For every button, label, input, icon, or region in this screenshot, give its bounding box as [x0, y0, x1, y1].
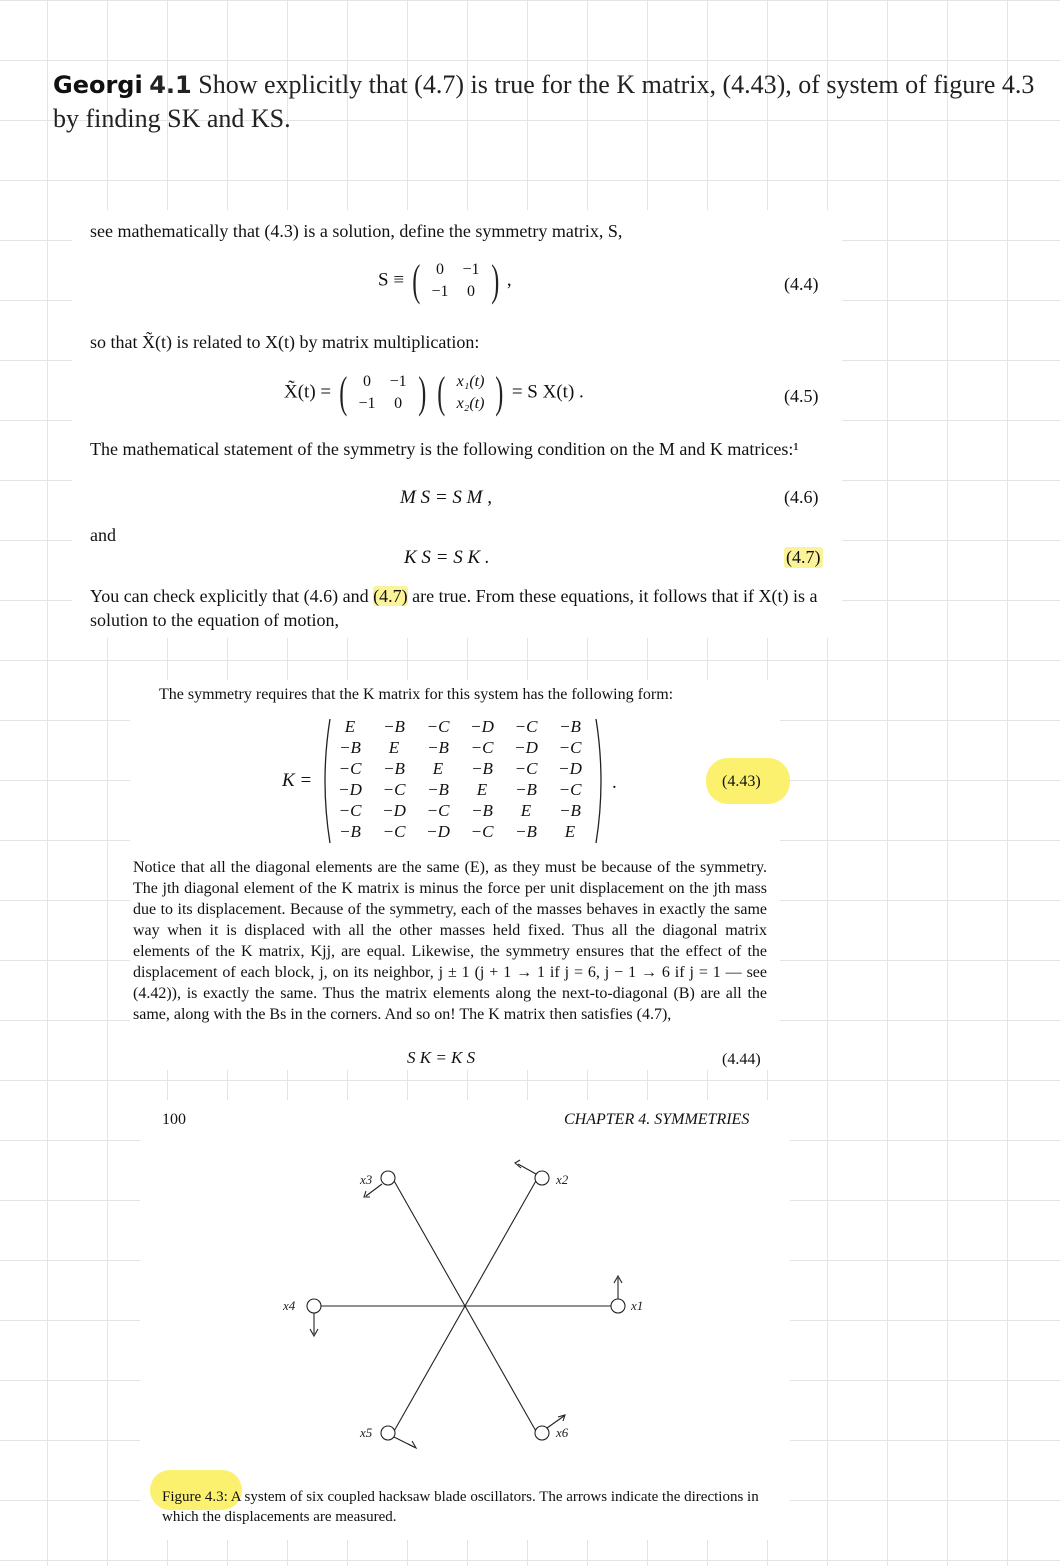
- k-matrix-right-bracket: [594, 716, 608, 846]
- figure-caption: [162, 1487, 772, 1527]
- matrix-cell: 0: [467, 283, 475, 300]
- mass-x6: [535, 1426, 549, 1440]
- k-matrix-cell: −C: [558, 738, 582, 757]
- position-vector: [449, 370, 493, 416]
- k-matrix-cell: −D: [426, 822, 450, 841]
- k-matrix-row: [328, 737, 592, 758]
- k-matrix-cell: −B: [471, 759, 493, 778]
- k-matrix-cell: E: [432, 759, 444, 778]
- mass-x5: [381, 1426, 395, 1440]
- k-matrix-cell: −B: [383, 759, 405, 778]
- label-x3: x3: [360, 1172, 373, 1187]
- k-matrix-tail: .: [612, 772, 617, 793]
- mass-x1: [611, 1299, 625, 1313]
- k-matrix-cell: −B: [427, 738, 449, 757]
- left-paren: (: [412, 256, 421, 305]
- matrix-cell: 0: [435, 261, 444, 278]
- k-matrix-cell: E: [520, 801, 532, 820]
- k-matrix-cell: −B: [427, 780, 449, 799]
- k-matrix-cell: −B: [383, 717, 405, 736]
- k-matrix: [318, 716, 608, 846]
- right-paren: ): [490, 256, 499, 305]
- eq44-tail: ,: [506, 269, 512, 291]
- k-matrix-cell: −B: [339, 822, 361, 841]
- k-matrix-row: [328, 800, 592, 821]
- equation-4-7: K S = S K .: [404, 547, 490, 568]
- symmetry-matrix-2: [351, 370, 415, 416]
- k-matrix-cell: −D: [470, 717, 494, 736]
- k-matrix-cell: E: [388, 738, 400, 757]
- k-matrix-lhs: K =: [282, 770, 313, 791]
- symmetry-matrix: [423, 258, 487, 304]
- k-matrix-cell: −D: [558, 759, 582, 778]
- label-x1: x1: [631, 1298, 644, 1313]
- eq44-lhs: S ≡: [378, 269, 405, 291]
- equation-4-44: S K = K S: [407, 1048, 476, 1067]
- k-matrix-row: [328, 716, 592, 737]
- excerpt1-so-that: so that X̃(t) is related to X(t) by matrix multiplication:: [90, 332, 480, 352]
- arrow-x2: [518, 1164, 536, 1174]
- k-matrix-row: [328, 821, 592, 842]
- k-matrix-cell: −D: [338, 780, 362, 799]
- matrix-cell: 0: [394, 395, 403, 412]
- matrix-cell: −1: [389, 373, 407, 390]
- caption-text: A system of six coupled hacksaw blade oscillators. The arrows indicate the directions in which the displacements are measured.: [162, 1489, 759, 1525]
- equation-4-4: [378, 258, 512, 304]
- k-matrix-cell: −C: [382, 822, 406, 841]
- excerpt1-check: [90, 584, 830, 632]
- k-matrix-cell: E: [344, 717, 356, 736]
- k-matrix-row: [328, 758, 592, 779]
- chapter-header: CHAPTER 4. SYMMETRIES: [564, 1111, 750, 1128]
- left-paren: (: [339, 368, 348, 417]
- vector-cell: x₂(t): [456, 395, 485, 412]
- matrix-cell: −1: [358, 395, 376, 412]
- matrix-cell: −1: [462, 261, 480, 278]
- k-matrix-cell: −C: [338, 759, 362, 778]
- matrix-cell: 0: [363, 373, 372, 390]
- eq-number-4-44: (4.44): [722, 1051, 761, 1068]
- k-matrix-row: [328, 779, 592, 800]
- k-matrix-table: [328, 716, 592, 842]
- k-matrix-cell: −B: [471, 801, 493, 820]
- k-matrix-cell: −B: [339, 738, 361, 757]
- mass-x3: [381, 1171, 395, 1185]
- eq-number-4-7: (4.7): [786, 547, 821, 567]
- oscillator-figure: [140, 1140, 790, 1470]
- check-ref-highlight: (4.7): [373, 586, 408, 606]
- check-text-before: You can check explicitly that (4.6) and: [90, 586, 374, 606]
- right-paren: ): [417, 368, 426, 417]
- eq-number-4-43: (4.43): [722, 773, 761, 790]
- k-matrix-cell: −D: [382, 801, 406, 820]
- arrowhead-x5: [408, 1441, 416, 1448]
- matrix-cell: −1: [431, 283, 449, 300]
- k-matrix-cell: −C: [382, 780, 406, 799]
- k-matrix-cell: E: [476, 780, 488, 799]
- excerpt1-intro: see mathematically that (4.3) is a solution, define the symmetry matrix, S,: [90, 221, 623, 241]
- label-x5: x5: [360, 1425, 373, 1440]
- excerpt2-notice: Notice that all the diagonal elements are the same (E), as they must be because of the symmetry. The jth diagonal element of the K matrix is minus the force per unit displacement on the jth mass due to its displacement. Because of the symmetry, each of the masses behaves in exactly the same way when it is displaced with all the other masses held fixed. Thus all the diagonal matrix elements of the K matrix, Kjj, are equal. Likewise, the symmetry ensures that the effect of the displacement of each block, j, on its neighbor, j ± 1 (j + 1 → 1 if j = 6, j − 1 → 6 if j = 1 — see (4.42)), is exactly the same. Thus the matrix elements along the next-to-diagonal (B) are all the same, along with the Bs in the corners. And so on! The K matrix then satisfies (4.7),: [133, 859, 767, 1023]
- label-x4: x4: [283, 1298, 296, 1313]
- k-matrix-cell: E: [564, 822, 576, 841]
- k-matrix-cell: −C: [470, 738, 494, 757]
- problem-number: 4.1: [149, 71, 192, 99]
- k-matrix-cell: −C: [426, 717, 450, 736]
- k-matrix-cell: −C: [514, 717, 538, 736]
- vector-cell: x₁(t): [456, 373, 485, 390]
- problem-label: Georgi: [53, 71, 143, 99]
- k-matrix-cell: −C: [470, 822, 494, 841]
- k-matrix-cell: −C: [514, 759, 538, 778]
- label-x2: x2: [556, 1172, 569, 1187]
- excerpt1-statement: The mathematical statement of the symmetry is the following condition on the M and K matrices:¹: [90, 439, 799, 459]
- mass-x4: [307, 1299, 321, 1313]
- label-x6: x6: [556, 1425, 569, 1440]
- k-matrix-cell: −C: [426, 801, 450, 820]
- k-matrix-cell: −B: [559, 717, 581, 736]
- eq45-lhs: X̃(t) =: [284, 381, 332, 403]
- page-number: 100: [162, 1111, 186, 1128]
- k-matrix-cell: −D: [514, 738, 538, 757]
- right-paren: ): [495, 368, 504, 417]
- excerpt1-and: and: [90, 525, 116, 545]
- k-matrix-cell: −C: [338, 801, 362, 820]
- eq-number-4-4: (4.4): [784, 274, 819, 294]
- equation-4-5: [284, 370, 584, 416]
- problem-text: Show explicitly that (4.7) is true for the K matrix, (4.43), of system of figure 4.3 by finding SK and KS.: [53, 70, 1035, 133]
- k-matrix-cell: −C: [558, 780, 582, 799]
- eq45-rhs: = S X(t) .: [511, 381, 584, 403]
- eq-number-4-5: (4.5): [784, 386, 819, 406]
- excerpt2-intro: The symmetry requires that the K matrix for this system has the following form:: [159, 686, 674, 703]
- eq-number-4-6: (4.6): [784, 487, 819, 507]
- caption-label: Figure 4.3:: [162, 1489, 228, 1505]
- k-matrix-cell: −B: [559, 801, 581, 820]
- equation-4-6: M S = S M ,: [400, 487, 492, 508]
- mass-x2: [535, 1171, 549, 1185]
- left-paren: (: [437, 368, 446, 417]
- problem-statement: [53, 68, 1043, 135]
- check-text-after: are true. From these equations, it follows that if X(t) is a solution to the equation of motion,: [90, 586, 818, 630]
- k-matrix-cell: −B: [515, 780, 537, 799]
- k-matrix-cell: −B: [515, 822, 537, 841]
